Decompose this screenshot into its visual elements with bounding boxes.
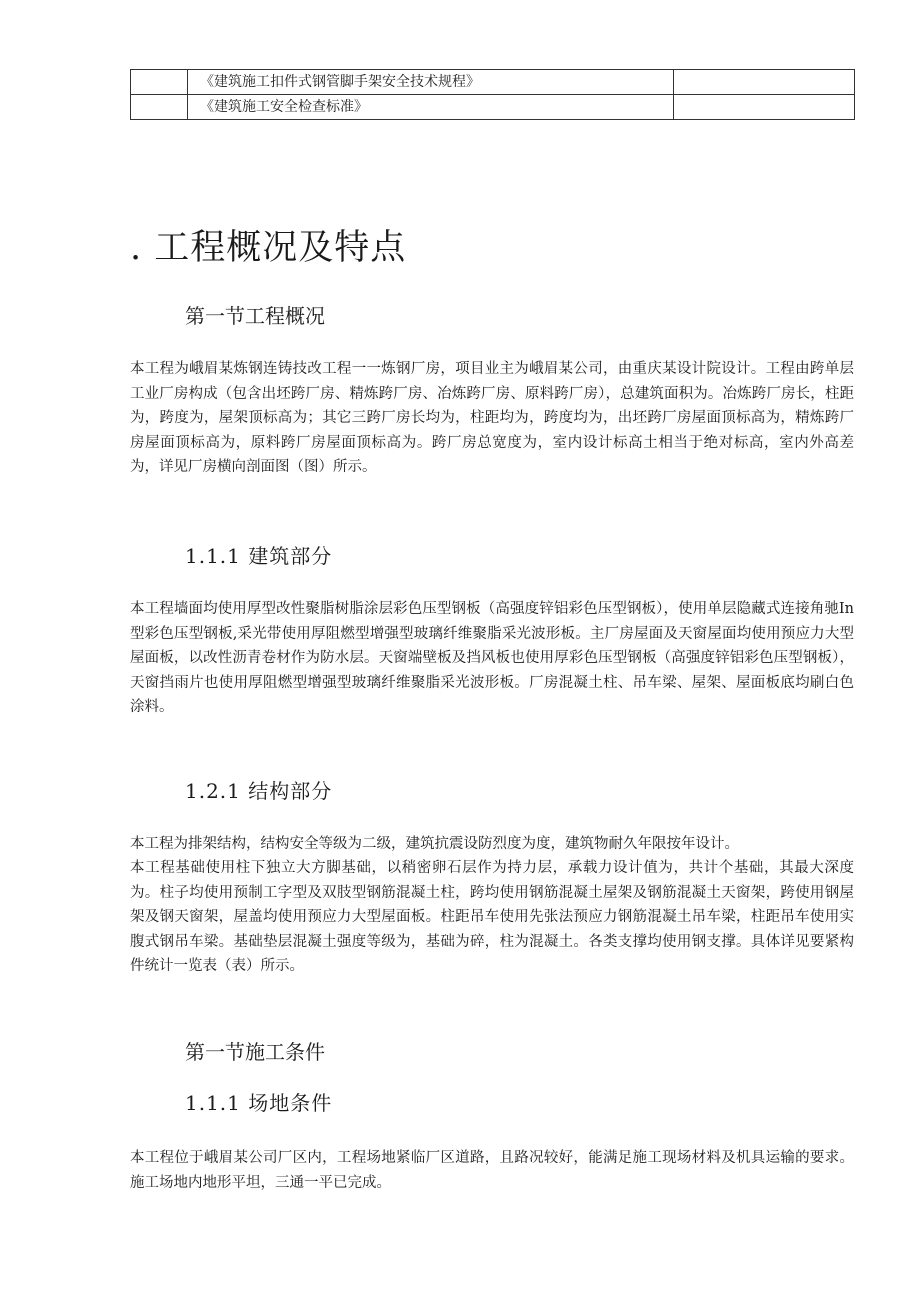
- structure-paragraph-1: 本工程为排架结构，结构安全等级为二级，建筑抗震设防烈度为度，建筑物耐久年限按年设计。: [130, 836, 739, 852]
- table-cell-number: [131, 70, 188, 95]
- reference-standards-table: [130, 69, 855, 120]
- table-row: [131, 70, 855, 95]
- architecture-paragraph: 本工程墙面均使用厚型改性聚脂树脂涂层彩色压型钢板（高强度锌铝彩色压型钢板），使用单层隐藏式连接角驰In型彩色压型钢板,采光带使用厚阻燃型增强型玻璃纤维聚脂采光波形板。主厂房屋面及天窗屋面均使用预应力大型屋面板，以改性沥青卷材作为防水层。天窗端壁板及挡风板也使用厚彩色压型钢板（高强度锌铝彩色压型钢板），天窗挡雨片也使用厚阻燃型增强型玻璃纤维聚脂采光波形板。厂房混凝土柱、吊车梁、屋架、屋面板底均刷白色涂料。: [130, 601, 854, 715]
- table-cell-number: [131, 95, 188, 120]
- table-cell-title: 《建筑施工扣件式钢管脚手架安全技术规程》: [188, 70, 674, 95]
- site-paragraph: 本工程位于峨眉某公司厂区内，工程场地紧临厂区道路，且路况较好，能满足施工现场材料及机具运输的要求。施工场地内地形平坦，三通一平已完成。: [130, 1150, 854, 1191]
- table-cell-note: [674, 70, 855, 95]
- table-cell-note: [674, 95, 855, 120]
- subsection-heading-architecture: 1.1.1 建筑部分: [185, 544, 333, 568]
- subsection-heading-structure: 1.2.1 结构部分: [185, 779, 333, 803]
- section-heading-conditions: 第一节施工条件: [185, 1040, 325, 1064]
- section-heading-overview: 第一节工程概况: [185, 304, 325, 328]
- structure-paragraph-2: 本工程基础使用柱下独立大方脚基础，以稍密卵石层作为持力层，承载力设计值为，共计个基础，其最大深度为。柱子均使用预制工字型及双肢型钢筋混凝土柱，跨均使用钢筋混凝土屋架及钢筋混凝土天窗架，跨使用钢屋架及钢天窗架，屋盖均使用预应力大型屋面板。柱距吊车使用先张法预应力钢筋混凝土吊车梁，柱距吊车使用实腹式钢吊车梁。基础垫层混凝土强度等级为，基础为碎，柱为混凝土。各类支撑均使用钢支撑。具体详见要紧构件统计一览表（表）所示。: [130, 860, 854, 974]
- chapter-title: . 工程概况及特点: [130, 228, 407, 268]
- table-row: [131, 95, 855, 120]
- table-cell-title: 《建筑施工安全检查标准》: [188, 95, 674, 120]
- subsection-heading-site: 1.1.1 场地条件: [185, 1091, 333, 1115]
- overview-paragraph: 本工程为峨眉某炼钢连铸技改工程一一炼钢厂房，项目业主为峨眉某公司，由重庆某设计院设计。工程由跨单层工业厂房构成（包含出坯跨厂房、精炼跨厂房、冶炼跨厂房、原料跨厂房），总建筑面积为。冶炼跨厂房长，柱距为，跨度为，屋架顶标高为；其它三跨厂房长均为，柱距均为，跨度均为，出坯跨厂房屋面顶标高为，精炼跨厂房屋面顶标高为，原料跨厂房屋面顶标高为。跨厂房总宽度为，室内设计标高土相当于绝对标高，室内外高差为，详见厂房横向剖面图（图）所示。: [130, 361, 854, 475]
